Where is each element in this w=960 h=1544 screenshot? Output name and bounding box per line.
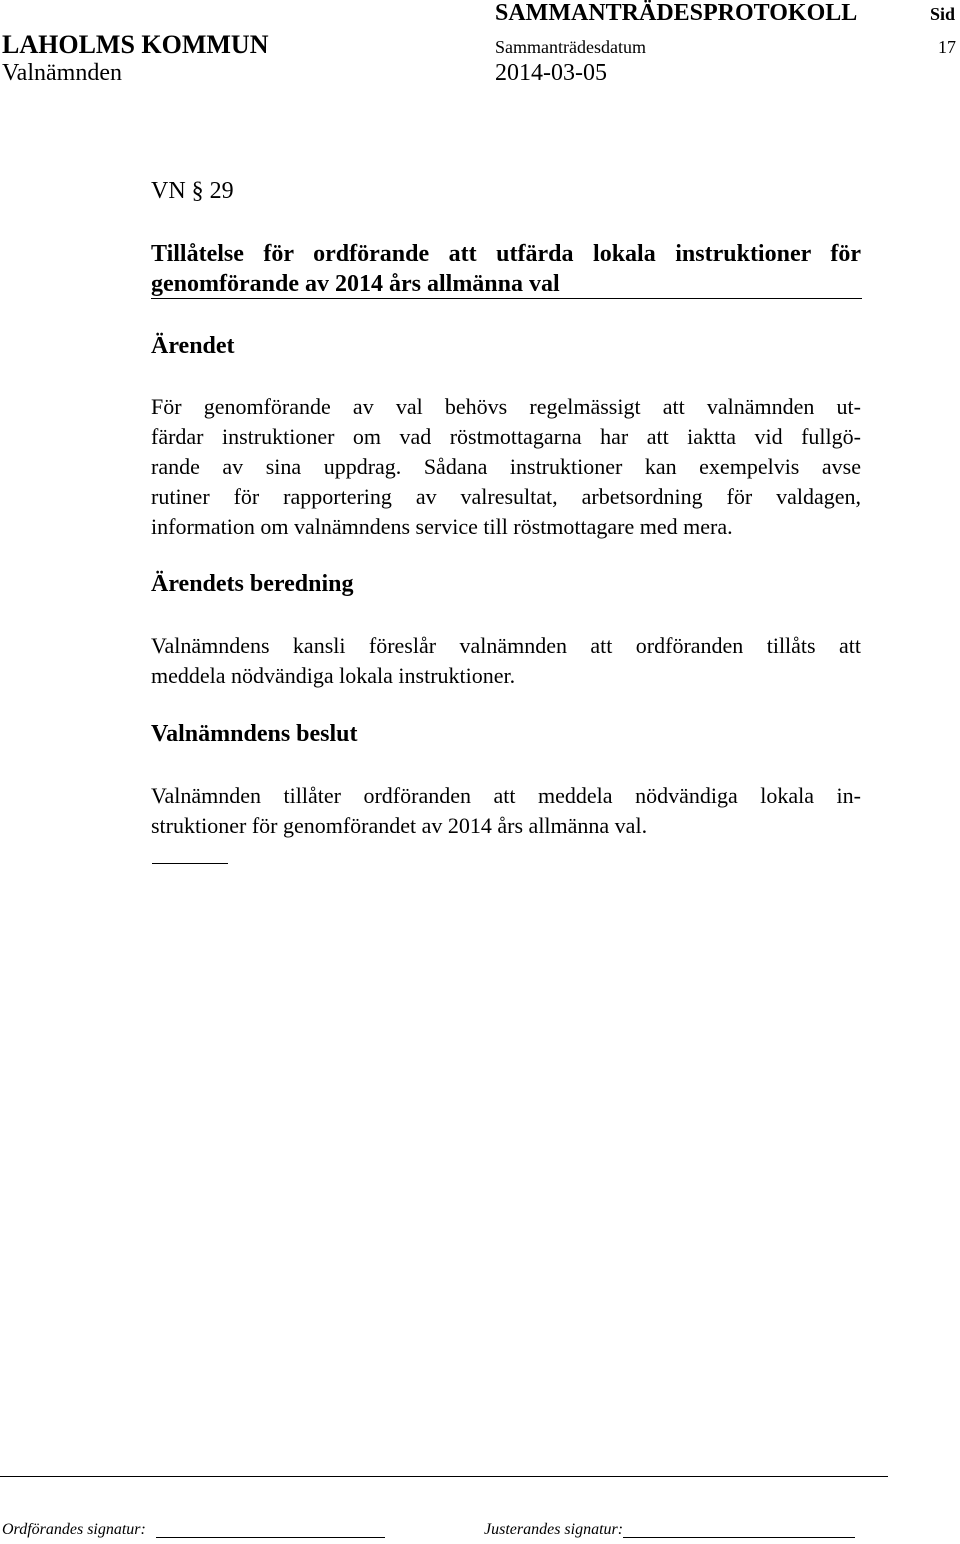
committee-name: Valnämnden — [2, 60, 122, 86]
chair-signature-line — [156, 1537, 385, 1538]
section-body-beredning — [151, 631, 861, 691]
text-line: struktioner för genomförandet av 2014 års allmänna val. — [151, 813, 648, 838]
text-line: färdar instruktioner om vad röstmottagarna har att iaktta vid fullgö- — [151, 424, 861, 449]
section-heading-beredning: Ärendets beredning — [151, 571, 354, 597]
text-line: rutiner för rapportering av valresultat, arbetsordning för valdagen, — [151, 484, 861, 509]
text-line: meddela nödvändiga lokala instruktioner. — [151, 663, 516, 688]
text-line: För genomförande av val behövs regelmässigt att valnämnden ut- — [151, 394, 861, 419]
section-heading-beslut: Valnämndens beslut — [151, 721, 358, 747]
end-of-section-rule — [152, 863, 228, 864]
title-line: genomförande av 2014 års allmänna val — [151, 271, 560, 297]
page-number: 17 — [938, 37, 956, 57]
adjuster-signature-line — [623, 1537, 855, 1538]
title-line: Tillåtelse för ordförande att utfärda lokala instruktioner för — [151, 241, 861, 267]
text-line: information om valnämndens service till röstmottagare med mera. — [151, 514, 733, 539]
paragraph-number: VN § 29 — [151, 178, 234, 204]
footer-divider — [0, 1476, 888, 1477]
text-line: Valnämndens kansli föreslår valnämnden att ordföranden tillåts att — [151, 633, 861, 658]
organization-name: LAHOLMS KOMMUN — [2, 30, 269, 59]
date-label: Sammanträdesdatum — [495, 37, 646, 57]
text-line: rande av sina uppdrag. Sådana instruktioner kan exempelvis avse — [151, 454, 861, 479]
meeting-date: 2014-03-05 — [495, 60, 607, 86]
section-body-beslut — [151, 781, 861, 841]
text-line: Valnämnden tillåter ordföranden att meddela nödvändiga lokala in- — [151, 783, 861, 808]
sid-label: Sid — [930, 4, 956, 24]
section-body-arendet — [151, 392, 861, 542]
title-underline — [151, 298, 862, 299]
document-title — [151, 239, 861, 299]
section-heading-arendet: Ärendet — [151, 333, 235, 359]
chair-signature-label: Ordförandes signatur: — [2, 1521, 146, 1538]
adjuster-signature-label: Justerandes signatur: — [484, 1521, 624, 1538]
document-type: SAMMANTRÄDESPROTOKOLL — [495, 0, 858, 26]
